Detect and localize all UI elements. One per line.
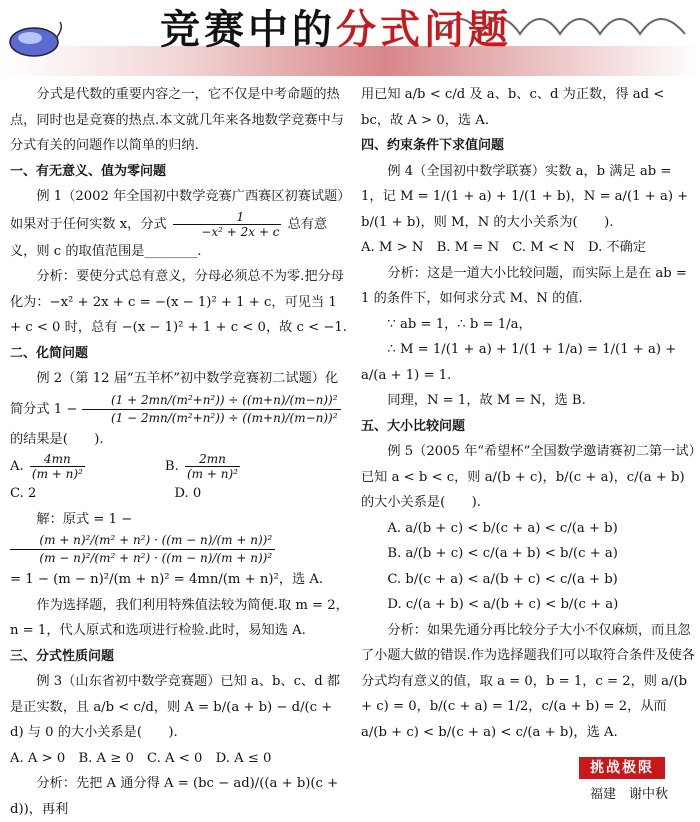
column-badge: 挑战极限 [579,757,665,779]
option-d: D. 0 [174,486,202,501]
section-1-heading: 一、有无意义、值为零问题 [10,163,167,179]
intro-paragraph: 分式是代数的重要内容之一，它不仅是中考命题的热点，同时也是竞赛的热点.本文就几年来各地数学竞赛中与分式有关的问题作以简单的归纳. [10,87,344,153]
header [0,0,700,76]
example-4-options: A. M > N B. M = N C. M < N D. 不确定 [361,240,647,255]
compound-fraction: $\frac{\text{(m + n)²/(m² + n²) · ((m − n)/(m + n))²}}{\text{(m − n)²/(m² + n²) · ((m − n)/(m + n))²}}$ [10,532,275,567]
option-a: A. $\frac{4mn}{\text{(m + n)²}}$ [10,452,83,481]
example-5-analysis: 分析：如果先通分再比较分子大小不仅麻烦，而且忽了小题大做的错误.作为选择题我们可以取符合条件及使各分式均有意义的值，取 a = 0，b = 1，c = 2，则 a/(b + c) = 0，b/(c + a) = 1/2，c/(a + b) = 2，从而 a/(b + c) < b/(c + a) < c/(a + b)，选 A. [361,622,695,740]
example-3-options: A. A > 0 B. A ≥ 0 C. A < 0 D. A ≤ 0 [10,750,272,766]
section-5-heading: 五、大小比较问题 [361,418,466,434]
section-3-heading: 三、分式性质问题 [10,648,115,664]
example-2-solution-end: = 1 − (m − n)²/(m + n)² = 4mn/(m + n)²，选 A. [10,572,324,587]
example-4-analysis: 分析：这是一道大小比较问题，而实际上是在 ab = 1 的条件下，如何求分式 M、N 的值. [361,265,687,306]
example-1: 例 1（2002 年全国初中数学竞赛广西赛区初赛试题）如果对于任何实数 x，分式 $\frac{1}{\text{−x² + 2x + c}}$ 总有意义，则 c 的取值范围是________. [10,189,344,259]
example-3-continuation: 用已知 a/b < c/d 及 a、b、c、d 为正数，得 ad < bc，故 A > 0，选 A. [361,87,665,128]
example-2-solution: 解：原式 = 1 − $\frac{\text{(m + n)²/(m² + n²) · ((m − n)/(m + n))²}}{\text{(m − n)²/(m² + n²) · ((m − n)/(m + n))²}}$ [10,507,350,568]
example-4-step-3: 同理，N = 1，故 M = N，选 B. [387,393,586,408]
example-4-step-1: ∵ ab = 1，∴ b = 1/a， [387,316,532,332]
example-5-option-d: D. c/(a + b) < a/(b + c) < b/(c + a) [387,597,619,612]
example-5-option-c: C. b/(c + a) < a/(b + c) < c/(a + b) [387,571,618,587]
fraction: $\frac{1}{\text{−x² + 2x + c}}$ [173,210,282,239]
option-c: C. 2 [10,486,37,501]
example-5-option-a: A. a/(b + c) < b/(c + a) < c/(a + b) [387,520,618,536]
example-2-note: 作为选择题，我们利用特殊值法较为简便.取 m = 2，n = 1，代人原式和选项进行检验.此时，易知选 A. [10,597,349,638]
right-column [361,82,696,745]
computer-mouse-icon [8,20,66,60]
example-3-analysis: 分析：先把 A 通分得 A = (bc − ad)/((a + b)(c + d))，再利 [10,776,339,817]
example-2: 例 2（第 12 届“五羊杯”初中数学竞赛初二试题）化简分式 1 − $\frac{\text{(1 + 2mn/(m²+n²)) ÷ ((m+n)/(m−n))²}}{\text{(1 − 2mn/(m²+n²)) ÷ ((m+n)/(m−n))²}}$ 的结果是( ). [10,366,350,452]
author-line: 福建 谢中秋 [590,787,669,802]
example-1-analysis: 分析：要使分式总有意义，分母必须总不为零.把分母化为：−x² + 2x + c = −(x − 1)² + 1 + c，可见当 1 + c < 0 时，总有 −(x − 1)² + 1 + c < 0，故 c < −1. [10,269,347,335]
left-column [10,82,350,822]
example-3: 例 3（山东省初中数学竞赛题）已知 a、b、c、d 都是正实数，且 a/b < c/d，则 A = b/(a + b) − d/(c + d) 与 0 的大小关系是( ). [10,674,341,740]
example-4-step-2: ∴ M = 1/(1 + a) + 1/(1 + 1/a) = 1/(1 + a) + a/(a + 1) = 1. [361,342,677,383]
page-title: 竞赛中的分式问题 [160,6,512,53]
section-4-heading: 四、约束条件下求值问题 [361,138,505,153]
example-5-option-b: B. a/(b + c) < c/(a + b) < b/(c + a) [387,546,618,561]
section-2-heading: 二、化简问题 [10,345,89,361]
option-b: B. $\frac{2mn}{\text{(m + n)²}}$ [164,452,238,481]
example-2-options-cd [10,481,350,507]
example-2-options-ab [10,452,350,481]
compound-fraction: $\frac{\text{(1 + 2mn/(m²+n²)) ÷ ((m+n)/(m−n))²}}{\text{(1 − 2mn/(m²+n²)) ÷ ((m+n)/(m−n))²}}$ [82,392,341,427]
example-5: 例 5（2005 年“希望杯”全国数学邀请赛初二第一试）已知 a < b < c，则 a/(b + c)，b/(c + a)，c/(a + b) 的大小关系是( ). [361,444,696,510]
example-4: 例 4（全国初中数学联赛）实数 a，b 满足 ab = 1，记 M = 1/(1 + a) + 1/(1 + b)，N = a/(1 + a) + b/(1 + b)，则 M，N 的大小关系为( ). [361,163,689,230]
